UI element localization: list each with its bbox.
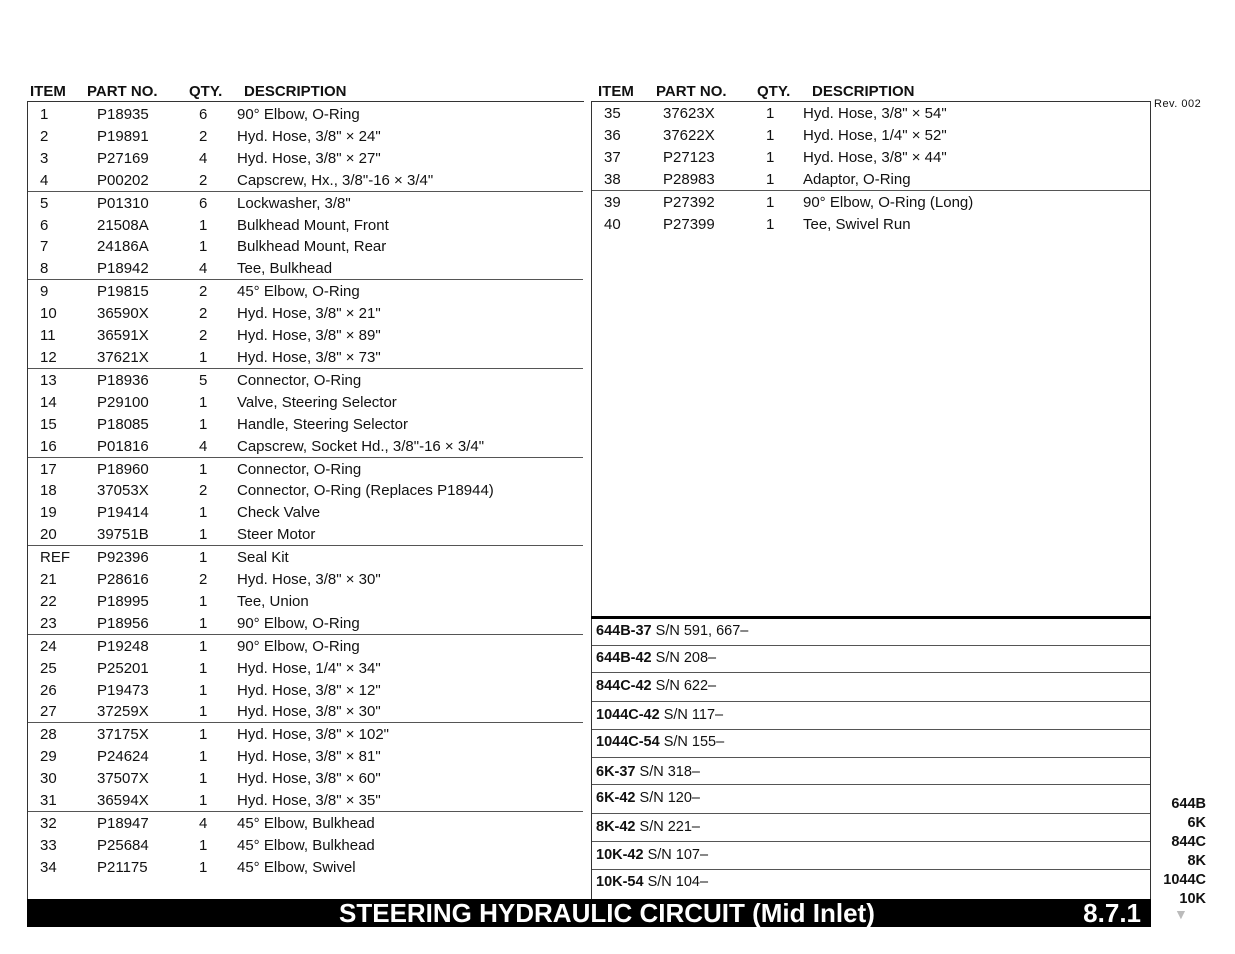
model-label: 10K [1179,891,1206,907]
part-no-cell: P21175 [97,858,148,876]
qty-cell: 1 [199,460,208,478]
part-no-cell: 36594X [97,792,149,810]
table-row [28,679,583,701]
model-code: 8K-42 [596,819,636,835]
qty-cell: 1 [199,614,208,632]
item-cell: 1 [40,106,49,123]
qty-cell: 4 [199,815,208,832]
part-no-cell: P18947 [97,815,149,832]
description-cell: 45° Elbow, O-Ring [237,283,360,301]
item-cell: 3 [40,149,49,167]
table-row [592,190,1150,213]
description-cell: Hyd. Hose, 3/8" × 60" [237,770,381,788]
item-cell: REF [40,549,70,567]
serial-divider [592,757,1150,758]
model-code: 1044C-54 [596,734,660,750]
model-list [1163,795,1206,909]
item-cell: 16 [40,437,57,455]
item-cell: 5 [40,194,49,212]
part-no-cell: 24186A [97,238,149,256]
serial-number-range: S/N 117– [663,707,724,723]
qty-cell: 1 [199,858,208,876]
model-label: 844C [1171,834,1206,850]
serial-divider [592,869,1150,870]
model-code: 10K-54 [596,874,644,890]
part-no-cell: P27399 [663,215,715,233]
qty-cell: 2 [199,327,208,345]
serial-number-entry [596,819,700,835]
table-row [28,368,583,391]
description-cell: Connector, O-Ring [237,371,362,389]
qty-cell: 1 [199,836,208,854]
qty-cell: 1 [199,681,208,699]
table-row [28,811,583,834]
serial-divider [592,841,1150,842]
part-no-cell: P28983 [663,170,715,188]
serial-number-range: S/N 221– [639,819,700,835]
description-cell: Capscrew, Hx., 3/8"-16 × 3/4" [237,171,434,189]
description-cell: Hyd. Hose, 3/8" × 102" [237,726,389,744]
model-code: 644B-42 [596,650,652,666]
item-cell: 22 [40,592,57,610]
qty-cell: 1 [199,549,208,567]
table-row [592,146,1150,168]
item-cell: 12 [40,348,57,366]
description-cell: 90° Elbow, O-Ring (Long) [803,193,974,211]
item-cell: 14 [40,393,57,411]
model-code: 10K-42 [596,847,644,863]
description-cell: Hyd. Hose, 3/8" × 44" [803,148,947,166]
table-row [28,169,583,191]
part-no-cell: P24624 [97,748,149,766]
qty-cell: 1 [199,748,208,766]
serial-number-range: S/N 104– [647,874,709,890]
model-code: 644B-37 [596,623,652,639]
table-row [592,213,1150,235]
item-cell: 2 [40,127,49,145]
qty-cell: 1 [766,105,775,122]
description-cell: Connector, O-Ring (Replaces P18944) [237,482,494,500]
table-row [28,789,583,811]
serial-divider [592,645,1150,646]
part-no-cell: P00202 [97,171,149,189]
table-row [28,302,583,324]
table-row [28,745,583,767]
qty-cell: 1 [199,504,208,522]
description-cell: Tee, Swivel Run [803,215,911,233]
description-cell: Tee, Bulkhead [237,260,333,278]
description-cell: Hyd. Hose, 3/8" × 81" [237,748,381,766]
description-cell: 45° Elbow, Swivel [237,858,356,876]
table-row [28,214,583,236]
qty-cell: 2 [199,571,208,589]
description-cell: Hyd. Hose, 3/8" × 89" [237,327,381,345]
part-no-cell: P25684 [97,836,149,854]
item-cell: 13 [40,371,57,389]
table-row [28,722,583,745]
table-row [28,568,583,590]
part-no-cell: P27392 [663,193,715,211]
description-cell: Seal Kit [237,549,289,567]
title-bar [27,899,1151,927]
qty-cell: 1 [199,703,208,721]
part-no-cell: 37053X [97,482,149,500]
header-part-no: PART NO. [87,83,158,100]
serial-number-entry [596,764,700,780]
item-cell: 27 [40,703,57,721]
parts-table-right [592,102,1150,234]
part-no-cell: P18942 [97,260,149,278]
table-row [28,125,583,147]
part-no-cell: P25201 [97,659,149,677]
description-cell: 90° Elbow, O-Ring [237,637,360,655]
serial-number-entry [596,734,724,750]
part-no-cell: 37622X [663,126,715,144]
table-row [28,279,583,302]
item-cell: 11 [40,327,56,345]
part-no-cell: P29100 [97,393,149,411]
table-row [592,124,1150,146]
revision-label: Rev. 002 [1154,98,1202,110]
qty-cell: 1 [199,393,208,411]
description-cell: Hyd. Hose, 3/8" × 21" [237,305,381,323]
qty-cell: 6 [199,106,208,123]
item-cell: 23 [40,614,57,632]
parts-table-left [28,103,583,878]
part-no-cell: P19815 [97,283,149,301]
serial-number-range: S/N 208– [655,650,717,666]
table-row [28,147,583,169]
table-row [28,191,583,214]
description-cell: Connector, O-Ring [237,460,362,478]
table-row [28,523,583,545]
serial-divider [592,784,1150,785]
qty-cell: 1 [199,348,208,366]
serial-number-range: S/N 120– [639,790,700,806]
qty-cell: 4 [199,437,208,455]
table-row [28,700,583,722]
qty-cell: 1 [199,526,208,544]
qty-cell: 1 [766,126,775,144]
item-cell: 29 [40,748,57,766]
item-cell: 36 [604,126,621,144]
part-no-cell: P19891 [97,127,149,145]
table-row [28,590,583,612]
serial-number-range: S/N 318– [639,764,700,780]
model-code: 6K-37 [596,764,636,780]
table-row [28,767,583,789]
table-row [28,235,583,257]
model-label: 644B [1171,796,1206,812]
serial-section-rule [591,616,1151,619]
qty-cell: 2 [199,482,208,500]
part-no-cell: 39751B [97,526,149,544]
qty-cell: 1 [766,215,775,233]
item-cell: 37 [604,148,621,166]
part-no-cell: 37175X [97,726,149,744]
table-row [28,457,583,480]
description-cell: Tee, Union [237,592,309,610]
qty-cell: 4 [199,149,208,167]
table-row [28,391,583,413]
qty-cell: 1 [199,637,208,655]
qty-cell: 1 [199,238,208,256]
description-cell: Hyd. Hose, 3/8" × 30" [237,571,381,589]
qty-cell: 1 [199,592,208,610]
serial-number-range: S/N 155– [663,734,725,750]
part-no-cell: 37623X [663,105,715,122]
description-cell: 45° Elbow, Bulkhead [237,815,375,832]
serial-number-entry [596,650,716,666]
description-cell: Hyd. Hose, 3/8" × 30" [237,703,381,721]
header-description-right: DESCRIPTION [812,83,915,100]
model-label: 8K [1187,853,1206,869]
item-cell: 34 [40,858,57,876]
description-cell: Hyd. Hose, 3/8" × 54" [803,105,947,122]
description-cell: Lockwasher, 3/8" [237,194,351,212]
item-cell: 4 [40,171,49,189]
item-cell: 26 [40,681,57,699]
qty-cell: 2 [199,283,208,301]
item-cell: 17 [40,460,57,478]
description-cell: 90° Elbow, O-Ring [237,614,360,632]
right-border [1150,101,1151,899]
part-no-cell: P19473 [97,681,149,699]
qty-cell: 2 [199,305,208,323]
description-cell: Hyd. Hose, 3/8" × 12" [237,681,381,699]
item-cell: 9 [40,283,49,301]
model-code: 1044C-42 [596,707,660,723]
serial-divider [592,813,1150,814]
serial-divider [592,672,1150,673]
description-cell: 45° Elbow, Bulkhead [237,836,375,854]
item-cell: 7 [40,238,49,256]
part-no-cell: 37621X [97,348,149,366]
serial-number-entry [596,874,708,890]
item-cell: 40 [604,215,621,233]
description-cell: Hyd. Hose, 3/8" × 27" [237,149,381,167]
table-row [592,102,1150,124]
description-cell: Capscrew, Socket Hd., 3/8"-16 × 3/4" [237,437,485,455]
item-cell: 30 [40,770,57,788]
qty-cell: 2 [199,171,208,189]
header-part-no-right: PART NO. [656,83,727,100]
item-cell: 28 [40,726,57,744]
qty-cell: 2 [199,127,208,145]
description-cell: Handle, Steering Selector [237,415,408,433]
part-no-cell: 36590X [97,305,149,323]
part-no-cell: P01816 [97,437,149,455]
part-no-cell: P18960 [97,460,149,478]
qty-cell: 1 [199,770,208,788]
page-number: 8.7.1 [1083,898,1141,928]
table-row [28,413,583,435]
item-cell: 8 [40,260,49,278]
serial-number-range: S/N 591, 667– [655,623,749,639]
serial-number-entry [596,847,708,863]
serial-number-entry [596,707,723,723]
description-cell: Check Valve [237,504,321,522]
description-cell: Hyd. Hose, 3/8" × 73" [237,348,381,366]
serial-divider [592,729,1150,730]
serial-number-range: S/N 107– [647,847,709,863]
qty-cell: 1 [199,415,208,433]
qty-cell: 5 [199,371,208,389]
description-cell: 90° Elbow, O-Ring [237,106,360,123]
part-no-cell: P19248 [97,637,149,655]
header-description: DESCRIPTION [244,83,347,100]
part-no-cell: P28616 [97,571,149,589]
description-cell: Adaptor, O-Ring [803,170,911,188]
table-row [28,479,583,501]
qty-cell: 1 [199,659,208,677]
model-code: 844C-42 [596,678,652,694]
table-row [28,435,583,457]
serial-number-range: S/N 622– [655,678,717,694]
part-no-cell: P18936 [97,371,149,389]
table-row [28,545,583,568]
item-cell: 31 [40,792,57,810]
serial-number-entry [596,790,700,806]
model-code: 6K-42 [596,790,636,806]
item-cell: 32 [40,815,57,832]
table-row [28,346,583,368]
description-cell: Valve, Steering Selector [237,393,397,411]
item-cell: 20 [40,526,57,544]
part-no-cell: P92396 [97,549,149,567]
serial-number-entry [596,678,716,694]
part-no-cell: P18935 [97,106,149,123]
item-cell: 33 [40,836,57,854]
down-arrow-icon: ▼ [1174,906,1188,922]
item-cell: 10 [40,305,57,323]
item-cell: 21 [40,571,57,589]
part-no-cell: P27169 [97,149,149,167]
table-row [28,257,583,279]
description-cell: Steer Motor [237,526,316,544]
table-row [28,103,583,125]
table-row [28,834,583,856]
item-cell: 39 [604,193,621,211]
table-row [28,612,583,634]
table-row [28,657,583,679]
description-cell: Bulkhead Mount, Front [237,216,389,234]
part-no-cell: P27123 [663,148,715,166]
item-cell: 38 [604,170,621,188]
page-title: STEERING HYDRAULIC CIRCUIT (Mid Inlet) [339,898,875,928]
qty-cell: 6 [199,194,208,212]
description-cell: Hyd. Hose, 1/4" × 34" [237,659,381,677]
description-cell: Hyd. Hose, 3/8" × 35" [237,792,381,810]
table-row [592,168,1150,190]
header-item-right: ITEM [598,83,634,100]
serial-divider [592,701,1150,702]
header-item: ITEM [30,83,66,100]
part-no-cell: P18085 [97,415,149,433]
left-header-rule [27,101,584,102]
table-row [28,634,583,657]
description-cell: Bulkhead Mount, Rear [237,238,387,256]
qty-cell: 1 [766,170,775,188]
header-qty: QTY. [189,83,223,100]
item-cell: 35 [604,105,621,122]
part-no-cell: 37259X [97,703,149,721]
qty-cell: 1 [766,148,775,166]
item-cell: 24 [40,637,57,655]
part-no-cell: 37507X [97,770,149,788]
part-no-cell: 36591X [97,327,149,345]
qty-cell: 1 [199,216,208,234]
header-qty-right: QTY. [757,83,791,100]
serial-number-entry [596,623,748,639]
part-no-cell: 21508A [97,216,149,234]
item-cell: 25 [40,659,57,677]
qty-cell: 1 [199,792,208,810]
part-no-cell: P19414 [97,504,149,522]
model-label: 1044C [1163,872,1206,888]
qty-cell: 4 [199,260,208,278]
part-no-cell: P01310 [97,194,149,212]
part-no-cell: P18995 [97,592,149,610]
table-row [28,324,583,346]
item-cell: 6 [40,216,49,234]
item-cell: 15 [40,415,57,433]
description-cell: Hyd. Hose, 1/4" × 52" [803,126,947,144]
qty-cell: 1 [766,193,775,211]
table-row [28,856,583,878]
qty-cell: 1 [199,726,208,744]
model-label: 6K [1187,815,1206,831]
part-no-cell: P18956 [97,614,149,632]
item-cell: 19 [40,504,57,522]
description-cell: Hyd. Hose, 3/8" × 24" [237,127,381,145]
item-cell: 18 [40,482,57,500]
table-row [28,501,583,523]
